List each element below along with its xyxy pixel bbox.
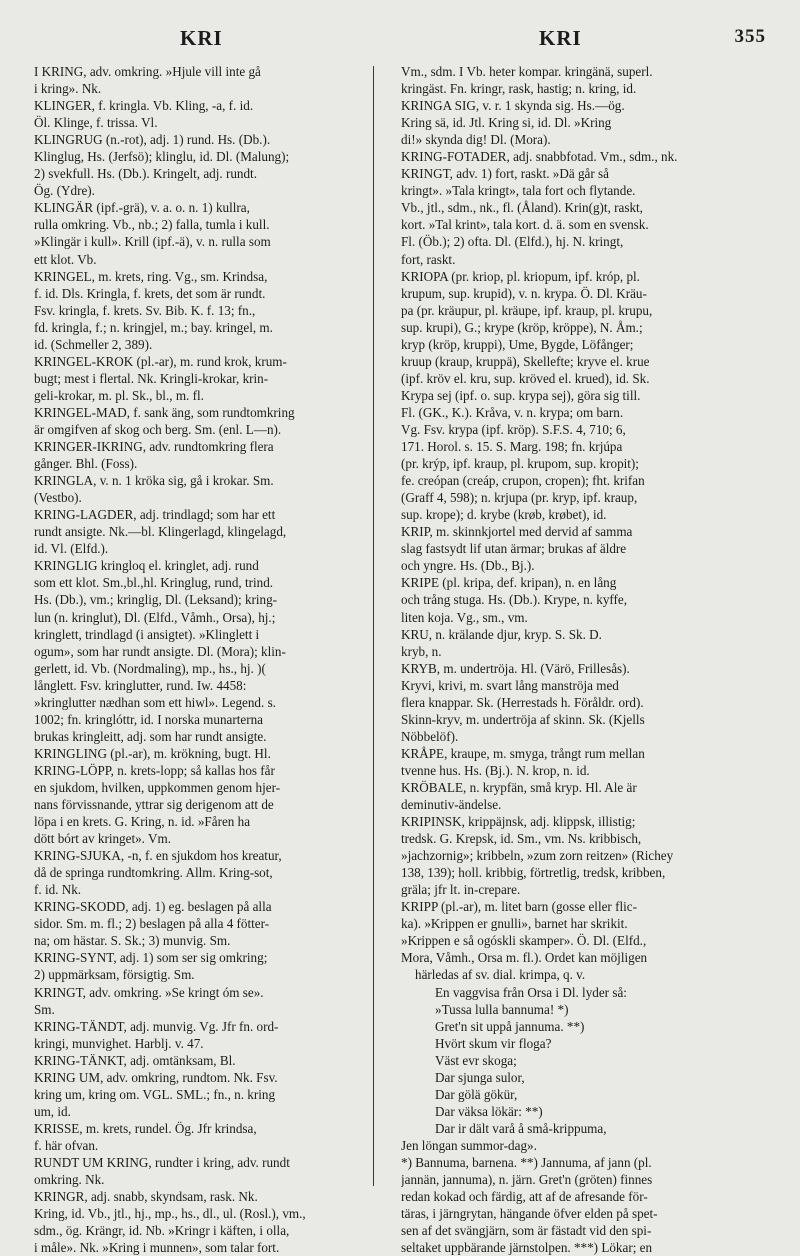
left-column-line: bugt; mest i flertal. Nk. Kringli-krokar, krin- bbox=[34, 370, 269, 386]
left-column-line: 2) svekfull. Hs. (Db.). Kringelt, adj. rundt. bbox=[34, 166, 257, 182]
left-column-line: KRINGEL, m. krets, ring. Vg., sm. Krindsa, bbox=[34, 268, 268, 284]
right-column-line: redan kokad och färdig, att af de afresande för- bbox=[401, 1189, 648, 1205]
right-column-line: krupum, sup. krupid), v. n. krypa. Ö. Dl. Kräu- bbox=[401, 285, 647, 301]
right-column-line: pa (pr. kräupur, pl. kräupe, ipf. kraup, pl. krupu, bbox=[401, 302, 653, 318]
right-column-line: KRÅPE, kraupe, m. smyga, trångt rum mellan bbox=[401, 745, 645, 761]
left-column-line: KRING-LÖPP, n. krets-lopp; så kallas hos får bbox=[34, 762, 275, 778]
left-column-line: KRINGEL-MAD, f. sank äng, som rundtomkring bbox=[34, 404, 295, 420]
right-column-line: deminutiv-ändelse. bbox=[401, 797, 502, 813]
left-column-line: en sjukdom, hvilken, uppkommen genom hjer- bbox=[34, 779, 281, 795]
right-column-line: fe. creópan (creáp, crupon, cropen); fht. krifan bbox=[401, 473, 645, 489]
right-column-line: »jachzornig»; kribbeln, »zum zorn reitzen» (Richey bbox=[401, 848, 674, 864]
left-column-line: »Klingär i kull». Krill (ipf.-ä), v. n. rulla som bbox=[34, 234, 271, 250]
left-column-line: Fsv. kringla, f. krets. Sv. Bib. K. f. 13; fn., bbox=[34, 302, 256, 318]
right-column-line: kringt». »Tala kringt», tala fort och flytande. bbox=[401, 183, 636, 199]
right-column-line: jannän, jannuma), n. järn. Gret'n (gröten) finnes bbox=[401, 1172, 653, 1188]
right-column-line: KRIPE (pl. kripa, def. kripan), n. en lång bbox=[401, 575, 617, 591]
left-column-line: geli-krokar, m. pl. Sk., bl., m. fl. bbox=[34, 387, 204, 403]
left-column-line: f. id. Nk. bbox=[34, 882, 82, 898]
left-column-line: KRING-SYNT, adj. 1) som ser sig omkring; bbox=[34, 950, 268, 966]
right-column-line: täras, i järngrytan, hängande öfver elden på spet- bbox=[401, 1206, 658, 1222]
right-column-line: KRÖBALE, n. krypfän, små kryp. Hl. Ale är bbox=[401, 779, 637, 795]
right-column-line: Kring sä, id. Jtl. Kring si, id. Dl. »Kring bbox=[401, 115, 612, 131]
right-column-line: di!» skynda dig! Dl. (Mora). bbox=[401, 132, 551, 148]
left-column-line: nans förvissnande, yttrar sig derigenom att de bbox=[34, 797, 274, 813]
left-column-line: löpa i en krets. G. Kring, n. id. »Fåren ha bbox=[34, 814, 251, 830]
right-column-line: KRINGA SIG, v. r. 1 skynda sig. Hs.—ög. bbox=[401, 98, 625, 114]
left-column-line: lun (n. kringlut), Dl. (Elfd., Våmh., Orsa), hj.; bbox=[34, 609, 276, 625]
left-column-line: KRING-LAGDER, adj. trindlagd; som har ett bbox=[34, 507, 276, 523]
right-column-line: (ipf. kröv el. kru, sup. kröved el. krued), id. Sk. bbox=[401, 370, 650, 386]
running-head-right: KRI bbox=[539, 26, 582, 50]
right-column-line: Jen löngan summor-dag». bbox=[401, 1137, 537, 1153]
right-column-line: och yngre. Hs. (Db., Bj.). bbox=[401, 558, 535, 574]
page-number: 355 bbox=[734, 26, 766, 47]
left-column-line: då de springa rundtomkring. Allm. Kring-sot, bbox=[34, 865, 273, 881]
right-column-line: sup. krope); d. krybe (krøb, krøbet), id. bbox=[401, 507, 607, 523]
left-column-line: Hs. (Db.), vm.; kringlig, Dl. (Leksand); kring- bbox=[34, 592, 278, 608]
right-column-line: KRIPP (pl.-ar), m. litet barn (gosse eller flic- bbox=[401, 899, 637, 915]
left-column-line: RUNDT UM KRING, rundter i kring, adv. rundt bbox=[34, 1155, 290, 1170]
left-column-line: KRING-SKODD, adj. 1) eg. beslagen på alla bbox=[34, 899, 272, 915]
right-column-line: kryb, n. bbox=[401, 643, 442, 659]
right-column-line: fort, raskt. bbox=[401, 251, 456, 267]
column-divider bbox=[373, 66, 374, 1186]
right-column-line: kort. »Tal krint», tala kort. d. ä. som en svensk. bbox=[401, 217, 649, 233]
right-column-line: Vb., jtl., sdm., nk., fl. (Åland). Krin(g)t, raskt, bbox=[401, 200, 643, 216]
right-column-line: kryp (kröp, kruppi), Ume, Bygde, Löfånger; bbox=[401, 336, 634, 352]
right-column-line: Fl. (Öb.); 2) ofta. Dl. (Elfd.), hj. N. kringt, bbox=[401, 234, 624, 250]
right-column-line: »Tussa lulla bannuma! *) bbox=[435, 1001, 569, 1017]
left-column-line: brukas kringleitt, adj. som har rundt ansigte. bbox=[34, 728, 267, 744]
left-column-line: KLINGRUG (n.-rot), adj. 1) rund. Hs. (Db.). bbox=[34, 132, 271, 148]
left-column-line: KRINGR, adj. snabb, skyndsam, rask. Nk. bbox=[34, 1189, 258, 1205]
left-column-line: KLINGÄR (ipf.-grä), v. a. o. n. 1) kullra, bbox=[34, 200, 250, 216]
left-column-line: Ög. (Ydre). bbox=[34, 183, 95, 199]
right-column-line: KRINGT, adv. 1) fort, raskt. »Dä går så bbox=[401, 166, 609, 182]
left-column-line: sdm., ög. Krängr, id. Nb. »Kringr i käften, i olla, bbox=[34, 1223, 290, 1239]
left-column-line: I KRING, adv. omkring. »Hjule vill inte gå bbox=[34, 64, 261, 79]
left-column-line: KRINGEL-KROK (pl.-ar), m. rund krok, krum- bbox=[34, 353, 287, 369]
left-column-line: um, id. bbox=[34, 1103, 71, 1119]
right-column-line: 138, 139); holl. kribbig, förtretlig, tredsk, kribben, bbox=[401, 865, 666, 881]
left-column-line: Öl. Klinge, f. trissa. Vl. bbox=[34, 115, 158, 131]
left-column-line: ogum», som har rundt ansigte. Dl. (Mora); klin- bbox=[34, 643, 286, 659]
right-column-line: tvenne hus. Hs. (Bj.). N. krop, n. id. bbox=[401, 762, 590, 778]
left-column-line: gerlett, id. Vb. (Nordmaling), mp., hs., hj. )( bbox=[34, 660, 266, 676]
right-column-line: Skinn-kryv, m. undertröja af skinn. Sk. (Kjells bbox=[401, 711, 645, 727]
right-column-line: gräla; jfr lt. in-crepare. bbox=[401, 882, 521, 898]
right-column-line: Kryvi, krivi, m. svart lång manströja med bbox=[401, 677, 619, 693]
right-column-line: sen af det svängjärn, som är fästadt vid den spi- bbox=[401, 1223, 652, 1239]
left-column-line: f. id. Dls. Kringla, f. krets, det som är rundt. bbox=[34, 285, 266, 301]
running-head-left: KRI bbox=[180, 26, 223, 50]
left-column-line: rulla omkring. Vb., nb.; 2) falla, tumla i kull. bbox=[34, 217, 270, 233]
left-column-line: KRINGLA, v. n. 1 kröka sig, gå i krokar. Sm. bbox=[34, 473, 274, 489]
left-column-line: id. Vl. (Elfd.). bbox=[34, 541, 109, 557]
left-column bbox=[34, 63, 364, 1256]
left-column-line: Sm. bbox=[34, 1001, 55, 1017]
right-column-line: Dar väksa lökär: **) bbox=[435, 1103, 543, 1119]
left-column-line: KRING-TÄNDT, adj. munvig. Vg. Jfr fn. ord- bbox=[34, 1018, 279, 1034]
right-column-line: KRIP, m. skinnkjortel med dervid af samma bbox=[401, 524, 633, 540]
right-column-line: KRIOPA (pr. kriop, pl. kriopum, ipf. króp, pl. bbox=[401, 268, 640, 284]
left-column-line: i kring». Nk. bbox=[34, 81, 102, 97]
right-column-line: Fl. (GK., K.). Kråva, v. n. krypa; om barn. bbox=[401, 404, 624, 420]
right-column-line: kruup (kraup, kruppä), Skellefte; kryve el. krue bbox=[401, 353, 650, 369]
left-column-line: f. här ofvan. bbox=[34, 1137, 99, 1153]
right-column-line: Väst evr skoga; bbox=[435, 1052, 517, 1068]
left-column-line: ett klot. Vb. bbox=[34, 251, 97, 267]
right-column-line: *) Bannuma, barnena. **) Jannuma, af jann (pl. bbox=[401, 1155, 652, 1170]
right-column-line: Vm., sdm. I Vb. heter kompar. kringänä, superl. bbox=[401, 64, 653, 79]
right-column-line: sup. krupi), G.; krype (kröp, kröppe), N. Åm.; bbox=[401, 319, 643, 335]
right-column-line: liten koja. Vg., sm., vm. bbox=[401, 609, 528, 625]
left-column-line: dött bórt av kringet». Vm. bbox=[34, 831, 171, 847]
left-column-line: omkring. Nk. bbox=[34, 1172, 105, 1188]
left-column-line: gånger. Bhl. (Foss). bbox=[34, 456, 138, 472]
left-column-line: kringi, munvighet. Harblj. v. 47. bbox=[34, 1035, 204, 1051]
left-column-line: KRING UM, adv. omkring, rundtom. Nk. Fsv. bbox=[34, 1069, 278, 1085]
right-column-line: Vg. Fsv. krypa (ipf. kröp). S.F.S. 4, 710; 6, bbox=[401, 421, 626, 437]
right-column-line: Hvört skum vir floga? bbox=[435, 1035, 552, 1051]
left-column-line: KRING-TÄNKT, adj. omtänksam, Bl. bbox=[34, 1052, 236, 1068]
right-column-line: Dar ir dält varå å små-krippuma, bbox=[435, 1120, 607, 1136]
right-column-line: Krypa sej (ipf. o. sup. krypa sej), göra sig till. bbox=[401, 387, 641, 403]
right-column bbox=[401, 63, 741, 1256]
left-column-line: 2) uppmärksam, försigtig. Sm. bbox=[34, 967, 195, 983]
right-column-line: (pr. krýp, ipf. kraup, pl. krupom, sup. kropit); bbox=[401, 456, 639, 472]
left-column-line: KRINGLIG kringloq el. kringlet, adj. rund bbox=[34, 558, 259, 574]
right-column-line: Mora, Våmh., Orsa m. fl.). Ordet kan möjligen bbox=[401, 950, 648, 966]
right-column-line: härledas af sv. dial. krimpa, q. v. bbox=[415, 967, 586, 983]
right-column-line: KRING-FOTADER, adj. snabbfotad. Vm., sdm., nk. bbox=[401, 149, 678, 165]
right-column-line: tredsk. G. Krepsk, id. Sm., vm. Ns. kribbisch, bbox=[401, 831, 642, 847]
left-column-line: KRINGT, adv. omkring. »Se kringt óm se». bbox=[34, 984, 264, 1000]
right-column-line: slag fastsydt lif utan ärmar; brukas af äldre bbox=[401, 541, 627, 557]
right-column-line: flera knappar. Sk. (Herrestads h. Föråldr. ord). bbox=[401, 694, 644, 710]
left-column-line: kring um, kring om. VGL. SML.; fn., n. kring bbox=[34, 1086, 276, 1102]
left-column-line: fd. kringla, f.; n. kringjel, m.; bay. kringel, m. bbox=[34, 319, 273, 335]
right-column-line: (Graff 4, 598); n. krjupa (pr. kryp, ipf. kraup, bbox=[401, 490, 638, 506]
left-column-line: rundt ansigte. Nk.—bl. Klingerlagd, klingelagd, bbox=[34, 524, 287, 540]
left-column-line: KRINGER-IKRING, adv. rundtomkring flera bbox=[34, 439, 274, 455]
left-column-line: 1002; fn. kringlóttr, id. I norska munarterna bbox=[34, 711, 264, 727]
left-column-line: na; om hästar. S. Sk.; 3) munvig. Sm. bbox=[34, 933, 231, 949]
left-column-line: KRING-SJUKA, -n, f. en sjukdom hos kreatur, bbox=[34, 848, 282, 864]
right-column-line: En vaggvisa från Orsa i Dl. lyder så: bbox=[435, 984, 627, 1000]
left-column-line: (Vestbo). bbox=[34, 490, 82, 506]
left-column-line: långlett. Fsv. kringlutter, rund. Iw. 4458: bbox=[34, 677, 247, 693]
left-column-line: KRISSE, m. krets, rundel. Ög. Jfr krindsa, bbox=[34, 1120, 257, 1136]
left-column-line: KRINGLING (pl.-ar), m. krökning, bugt. Hl. bbox=[34, 745, 271, 761]
right-column-line: Gret'n sit uppå jannuma. **) bbox=[435, 1018, 585, 1034]
right-column-line: »Krippen e så ogóskli skamper». Ö. Dl. (Elfd., bbox=[401, 933, 647, 949]
right-column-line: Nöbbelöf). bbox=[401, 728, 459, 744]
left-column-line: sidor. Sm. m. fl.; 2) beslagen på alla 4 fötter- bbox=[34, 916, 270, 932]
left-column-line: kringlett, trindlagd (i ansigtet). »Klinglett i bbox=[34, 626, 260, 642]
right-column-line: Dar gölä gökür, bbox=[435, 1086, 518, 1102]
left-column-line: som ett klot. Sm.,bl.,hl. Kringlug, rund, trind. bbox=[34, 575, 274, 591]
right-column-line: KRU, n. krälande djur, kryp. S. Sk. D. bbox=[401, 626, 602, 642]
left-column-line: KLINGER, f. kringla. Vb. Kling, -a, f. id. bbox=[34, 98, 254, 114]
right-column-line: ka). »Krippen er gnulli», barnet har skrikit. bbox=[401, 916, 628, 932]
left-column-line: Kring, id. Vb., jtl., hj., mp., hs., dl., ul. (Rosl.), vm., bbox=[34, 1206, 306, 1222]
right-column-line: seltaket uppbärande järnstolpen. ***) Lökar; en bbox=[401, 1240, 653, 1256]
left-column-line: »kringlutter nædhan som ett hiwl». Legend. s. bbox=[34, 694, 276, 710]
right-column-line: och trång stuga. Hs. (Db.). Krype, n. kyffe, bbox=[401, 592, 628, 608]
right-column-line: KRYB, m. undertröja. Hl. (Värö, Frillesås). bbox=[401, 660, 630, 676]
right-column-line: kringäst. Fn. kringr, rask, hastig; n. kring, id. bbox=[401, 81, 637, 97]
left-column-line: är omgifven af skog och berg. Sm. (enl. L—n). bbox=[34, 421, 282, 437]
left-column-line: id. (Schmeller 2, 389). bbox=[34, 336, 153, 352]
left-column-line: Klinglug, Hs. (Jerfsö); klinglu, id. Dl. (Malung); bbox=[34, 149, 290, 165]
right-column-line: KRIPINSK, krippäjnsk, adj. klippsk, illistig; bbox=[401, 814, 636, 830]
left-column-line: i måle». Nk. »Kring i munnen», som talar fort. bbox=[34, 1240, 280, 1256]
right-column-line: Dar sjunga sulor, bbox=[435, 1069, 525, 1085]
right-column-line: 171. Horol. s. 15. S. Marg. 198; fn. krjúpa bbox=[401, 439, 623, 455]
